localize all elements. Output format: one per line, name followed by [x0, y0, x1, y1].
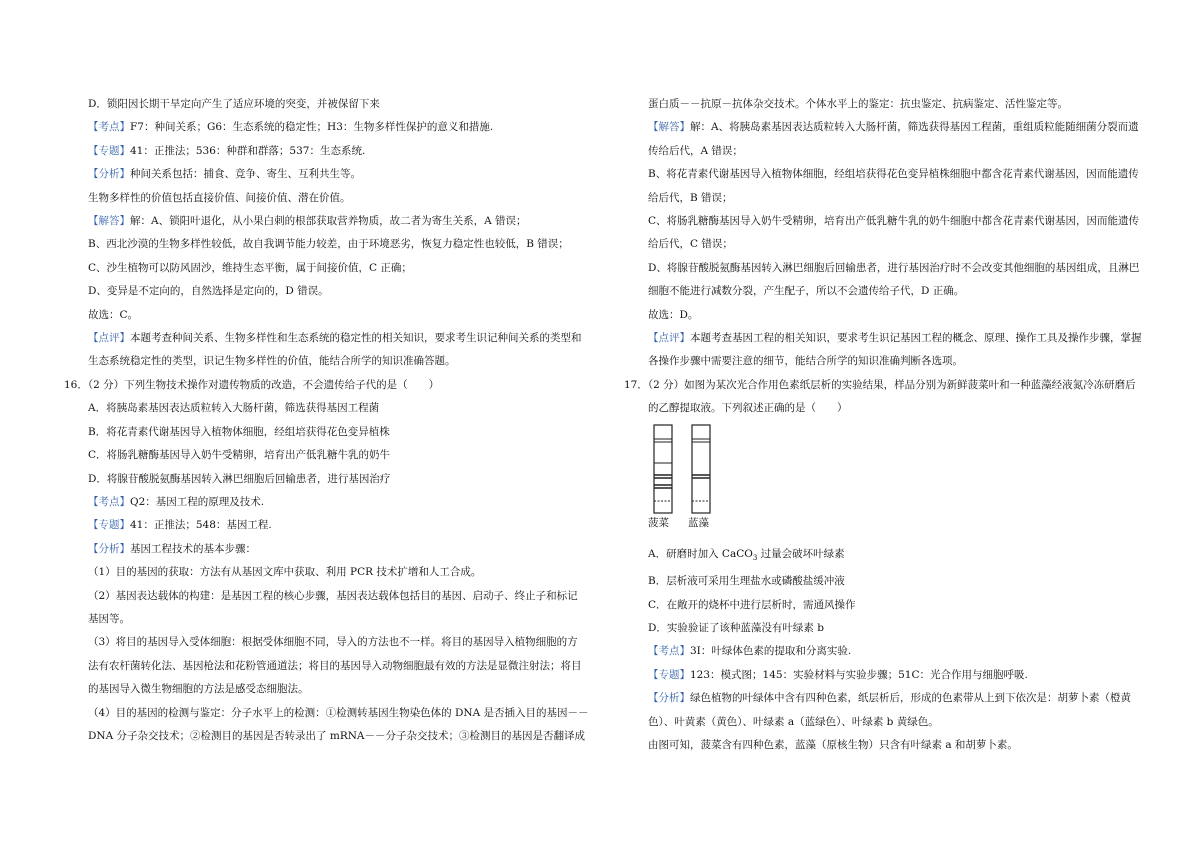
q16-option-c: C．将肠乳糖酶基因导入奶牛受精卵，培育出产低乳糖牛乳的奶牛: [88, 449, 391, 462]
zhuanti-text: 123：模式图；145：实验材料与实验步骤；51C：光合作用与细胞呼吸.: [690, 668, 1028, 681]
q16-fenxi-line: 的基因导入微生物细胞的方法是感受态细胞法。: [88, 683, 309, 696]
right-column: [624, 93, 1152, 757]
q16-option-d: D．将腺苷酸脱氨酶基因转入淋巴细胞后回输患者，进行基因治疗: [88, 472, 391, 485]
zhuanti-tag: 【专题】: [88, 519, 130, 532]
q17-stem: 17．（2 分）如图为某次光合作用色素纸层析的实验结果，样品分别为新鲜菠菜叶和一种蓝藻经液氮冷冻研磨后: [624, 378, 1136, 391]
q16-jieda-line: 给后代，C 错误；: [648, 238, 733, 251]
kaodian-tag: 【考点】: [88, 121, 130, 134]
jieda-tag: 【解答】: [648, 121, 690, 134]
q16-jieda-line: C、将肠乳糖酶基因导入奶牛受精卵，培育出产低乳糖牛乳的奶牛细胞中都含花青素代谢基因，因而能遗传: [648, 215, 1140, 228]
q16-jieda-line: D、将腺苷酸脱氨酶基因转入淋巴细胞后回输患者，进行基因治疗时不会改变其他细胞的基因组成，且淋巴: [648, 261, 1140, 274]
q17-zhuanti: [624, 664, 1152, 687]
q17-option-c: C．在敞开的烧杯中进行层析时，需通风操作: [648, 598, 856, 611]
fenxi-text: 种间关系包括：捕食、竞争、寄生、互利共生等。: [130, 168, 361, 181]
q17-option-a: [624, 543, 1152, 571]
q15-jieda-line: D、变异是不定向的，自然选择是定向的，D 错误。: [88, 285, 329, 298]
q15-option-d: D．锁阳因长期干旱定向产生了适应环境的突变，并被保留下来: [88, 98, 380, 110]
q16-kaodian: [64, 491, 592, 514]
q16-fenxi-line: 法有农杆菌转化法、基因枪法和花粉管通道法；将目的基因导入动物细胞最有效的方法是显微注射法；将目: [88, 659, 582, 672]
q16-jieda-line: 细胞不能进行减数分裂，产生配子，所以不会遗传给子代，D 正确。: [648, 285, 965, 298]
q16-zhuanti: [64, 514, 592, 537]
q17-fenxi: [624, 687, 1152, 710]
q15-fenxi: [64, 163, 592, 186]
q17-fenxi-line: 由图可知，菠菜含有四种色素，蓝藻（原核生物）只含有叶绿素 a 和胡萝卜素。: [648, 739, 1018, 752]
dianping-tag: 【点评】: [648, 332, 690, 345]
dianping-tag: 【点评】: [88, 332, 130, 345]
q17-option-d: D．实验验证了该种蓝藻没有叶绿素 b: [648, 622, 824, 634]
q15-zhuanti: [64, 140, 592, 163]
fenxi-tag: 【分析】: [648, 692, 690, 705]
jieda-tag: 【解答】: [88, 215, 130, 228]
q17-stem-line2: 的乙醇提取液。下列叙述正确的是（ ）: [648, 402, 848, 415]
q15-jieda-line: C、沙生植物可以防风固沙，维持生态平衡，属于间接价值，C 正确；: [88, 261, 412, 274]
q16-fenxi: [64, 538, 592, 561]
q15-kaodian: [64, 116, 592, 139]
q16-answer: 故选：D。: [648, 308, 699, 321]
chromatography-strips: [648, 423, 748, 515]
q17-option-a-sub: 3: [752, 553, 758, 562]
fenxi-tag: 【分析】: [88, 542, 130, 555]
q15-dianping: [64, 327, 592, 350]
dianping-text: 本题考查种间关系、生物多样性和生态系统的稳定性的相关知识，要求考生识记种间关系的类型和: [130, 332, 582, 345]
zhuanti-text: 41：正推法；536：种群和群落；537：生态系统.: [130, 144, 366, 157]
q16-jieda-line: B、将花青素代谢基因导入植物体细胞，经组培获得花色变异植株细胞中都含花青素代谢基因，因而能遗传: [648, 168, 1139, 181]
left-column: [64, 93, 592, 748]
q16-dianping-line2: 各操作步骤中需要注意的细节，能结合所学的知识准确判断各选项。: [648, 355, 963, 368]
q16-option-a: A．将胰岛素基因表达质粒转入大肠杆菌，筛选获得基因工程菌: [88, 402, 380, 415]
cyanobacteria-strip: [692, 425, 710, 513]
spinach-strip: [654, 425, 672, 513]
q15-answer: 故选：C。: [88, 308, 139, 321]
kaodian-tag: 【考点】: [88, 495, 130, 508]
kaodian-text: 3I：叶绿体色素的提取和分离实验.: [690, 645, 852, 658]
zhuanti-text: 41：正推法；548：基因工程.: [130, 519, 272, 532]
q16-fenxi-cont: 蛋白质－－抗原－抗体杂交技术。个体水平上的鉴定：抗虫鉴定、抗病鉴定、活性鉴定等。: [648, 98, 1068, 110]
fenxi-tag: 【分析】: [88, 168, 130, 181]
jieda-text: 解：A、将胰岛素基因表达质粒转入大肠杆菌，筛选获得基因工程菌，重组质粒能随细菌分裂而遗: [690, 121, 1139, 134]
kaodian-tag: 【考点】: [648, 645, 690, 658]
q16-fenxi-line: （4）目的基因的检测与鉴定：分子水平上的检测：①检测转基因生物染色体的 DNA 是否插入目的基因－－: [88, 706, 589, 719]
q17-option-a-post: 过量会破坏叶绿素: [757, 547, 845, 560]
figure-label-cyanobacteria: 蓝藻: [688, 516, 709, 529]
q17-option-b: B．层析液可采用生理盐水或磷酸盐缓冲液: [648, 575, 845, 588]
kaodian-text: Q2：基因工程的原理及技术.: [130, 495, 265, 508]
kaodian-text: F7：种间关系；G6：生态系统的稳定性；H3：生物多样性保护的意义和措施.: [130, 121, 494, 134]
q15-fenxi-line2: 生物多样性的价值包括直接价值、间接价值、潜在价值。: [88, 191, 351, 204]
q16-fenxi-line: DNA 分子杂交技术；②检测目的基因是否转录出了 mRNA－－分子杂交技术；③检测目的基因是否翻译成: [88, 729, 585, 742]
fenxi-text: 基因工程技术的基本步骤：: [130, 542, 256, 555]
zhuanti-tag: 【专题】: [648, 668, 690, 681]
q17-kaodian: [624, 640, 1152, 663]
q15-jieda-line: B、西北沙漠的生物多样性较低，故自我调节能力较差，由于环境恶劣，恢复力稳定性也较低，B 错误；: [88, 238, 569, 251]
q16-stem: 16．（2 分）下列生物技术操作对遗传物质的改造，不会遗传给子代的是（ ）: [64, 378, 440, 391]
q16-jieda-line: 传给后代，A 错误；: [648, 144, 743, 157]
figure-label-spinach: 菠菜: [648, 516, 669, 529]
jieda-text: 解：A、锁阳叶退化，从小果白刺的根部获取营养物质，故二者为寄生关系，A 错误；: [130, 215, 527, 228]
q16-fenxi-line: （3）将目的基因导入受体细胞：根据受体细胞不同，导入的方法也不一样。将目的基因导入植物细胞的方: [88, 636, 578, 649]
q16-jieda: [624, 116, 1152, 139]
chromatography-figure: [624, 423, 1152, 539]
q16-fenxi-line: （2）基因表达载体的构建：是基因工程的核心步骤，基因表达载体包括目的基因、启动子、终止子和标记: [88, 589, 578, 602]
dianping-text: 本题考查基因工程的相关知识，要求考生识记基因工程的概念、原理、操作工具及操作步骤，掌握: [690, 332, 1142, 345]
q15-dianping-line2: 生态系统稳定性的类型，识记生物多样性的价值，能结合所学的知识准确答题。: [88, 355, 456, 368]
q16-jieda-line: 给后代，B 错误；: [648, 191, 733, 204]
q16-dianping: [624, 327, 1152, 350]
q16-fenxi-line: 基因等。: [88, 612, 130, 625]
q15-jieda: [64, 210, 592, 233]
q16-option-b: B．将花青素代谢基因导入植物体细胞，经组培获得花色变异植株: [88, 425, 390, 438]
q17-option-a-pre: A．研磨时加入 CaCO: [648, 547, 753, 560]
fenxi-text: 绿色植物的叶绿体中含有四种色素，纸层析后，形成的色素带从上到下依次是：胡萝卜素（橙黄: [690, 692, 1131, 705]
q16-fenxi-line: （1）目的基因的获取：方法有从基因文库中获取、利用 PCR 技术扩增和人工合成。: [88, 566, 482, 579]
q17-fenxi-line: 色）、叶黄素（黄色）、叶绿素 a（蓝绿色）、叶绿素 b 黄绿色。: [648, 715, 939, 728]
zhuanti-tag: 【专题】: [88, 144, 130, 157]
